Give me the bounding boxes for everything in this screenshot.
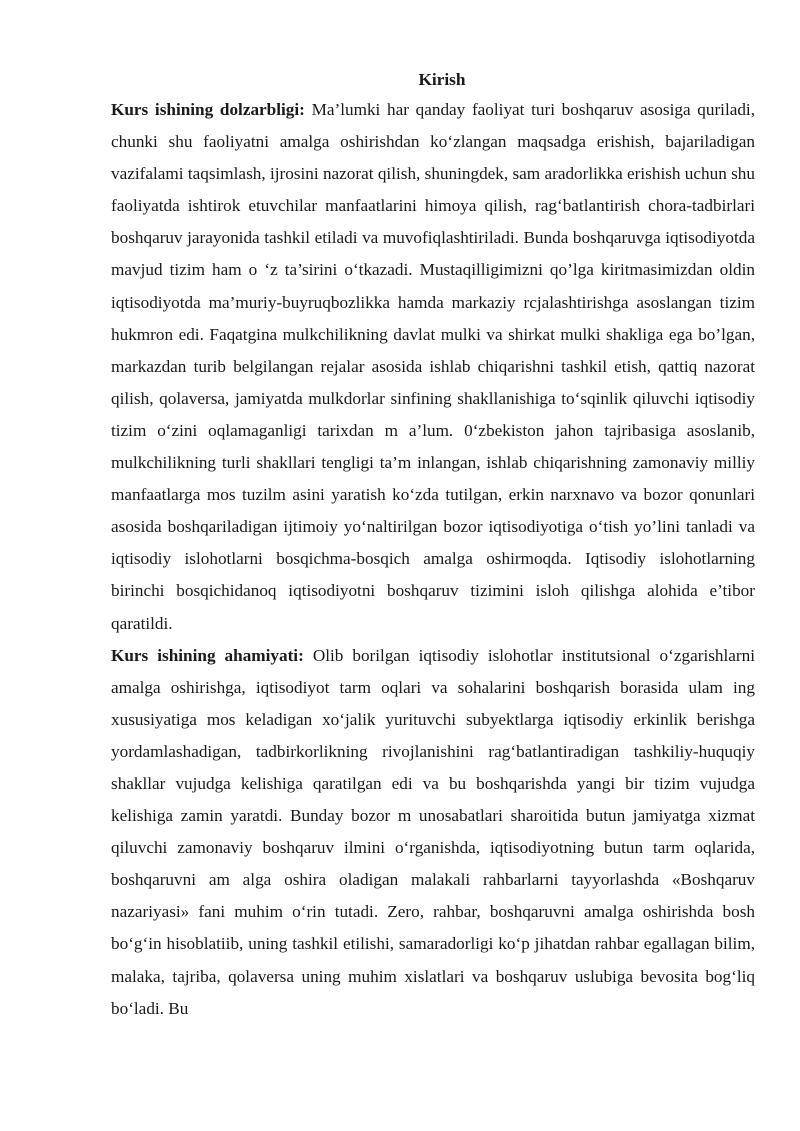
paragraph-lead-importance: Kurs ishining ahamiyati: [111, 645, 304, 665]
paragraph-text-relevance: Ma’lumki har qanday faoliyat turi boshqaruv asosiga quriladi, chunki shu faoliyatni amalga oshirishdan ko‘zlangan maqsadga erishish, bajariladigan vazifalami taqsimlash, ijrosini nazorat qilish, shuningdek, sam aradorlikka erishish uchun shu faoliyatda ishtirok etuvchilar manfaatlarini himoya qilish, rag‘batlantirish chora-tadbirlari boshqaruv jarayonida tashkil etiladi va muvofiqlashtiriladi. Bunda boshqaruvga iqtisodiyotda mavjud tizim ham o ‘z ta’sirini o‘tkazadi. Mustaqilligimizni qo’lga kiritmasimizdan oldin iqtisodiyotda ma’muriy-buyruqbozlikka hamda markaziy rcjalashtirishga asoslangan tizim hukmron edi. Faqatgina mulkchilikning davlat mulki va shirkat mulki shakliga ega bo’lgan, markazdan turib belgilangan rejalar asosida ishlab chiqarishni tashkil etish, qattiq nazorat qilish, qolaversa, jamiyatda mulkdorlar sinfining shakllanishiga to‘sqinlik qiluvchi iqtisodiy tizim o‘zini oqlamaganligi tarixdan m a’lum. 0‘zbekiston jahon tajribasiga asoslanib, mulkchilikning turli shakllari tengligi ta’m inlangan, ishlab chiqarishning zamonaviy milliy manfaatlarga mos tuzilm asini yaratish ko‘zda tutilgan, erkin narxnavo va bozor qonunlari asosida boshqariladigan ijtimoiy yo‘naltirilgan bozor iqtisodiyotiga o‘tish yo’lini tanladi va iqtisodiy islohotlarni bosqichma-bosqich amalga oshirmoqda. Iqtisodiy islohotlarning birinchi bosqichidanoq iqtisodiyotni boshqaruv tizimini isloh qilishga alohida e’tibor qaratildi. [111, 100, 756, 633]
paragraph-lead-relevance: Kurs ishining dolzarbligi: [111, 100, 305, 119]
paragraph-relevance [111, 94, 755, 640]
paragraph-text-importance: Olib borilgan iqtisodiy islohotlar institutsional o‘zgarishlarni amalga oshirishga, iqtisodiyot tarm oqlari va sohalarini boshqarish borasida ulam ing xususiyatiga mos keladigan xo‘jalik yurituvchi subyektlarga iqtisodiy erkinlik berishga yordamlashadigan, tadbirkorlikning rivojlanishini rag‘batlantiradigan tashkiliy-huquqiy shakllar vujudga kelishiga qaratilgan edi va bu boshqarishda yangi bir tizim vujudga kelishiga zamin yaratdi. Bunday bozor m unosabatlari sharoitida butun jamiyatga xizmat qiluvchi zamonaviy boshqaruv ilmini o‘rganishda, iqtisodiyotning butun tarm oqlarida, boshqaruvni am alga oshira oladigan malakali rahbarlarni tayyorlashda «Boshqaruv nazariyasi» fani muhim o‘rin tutadi. Zero, rahbar, boshqaruvni amalga oshirishda bosh bo‘g‘in hisoblatiib, uning tashkil etilishi, samaradorligi ko‘p jihatdan rahbar egallagan bilim, malaka, tajriba, qolaversa uning muhim xislatlari va boshqaruv uslubiga bevosita bog‘liq bo‘ladi. Bu [111, 645, 756, 1018]
document-page [111, 66, 755, 1025]
paragraph-importance [111, 640, 755, 1025]
page-title: Kirish [418, 70, 466, 89]
